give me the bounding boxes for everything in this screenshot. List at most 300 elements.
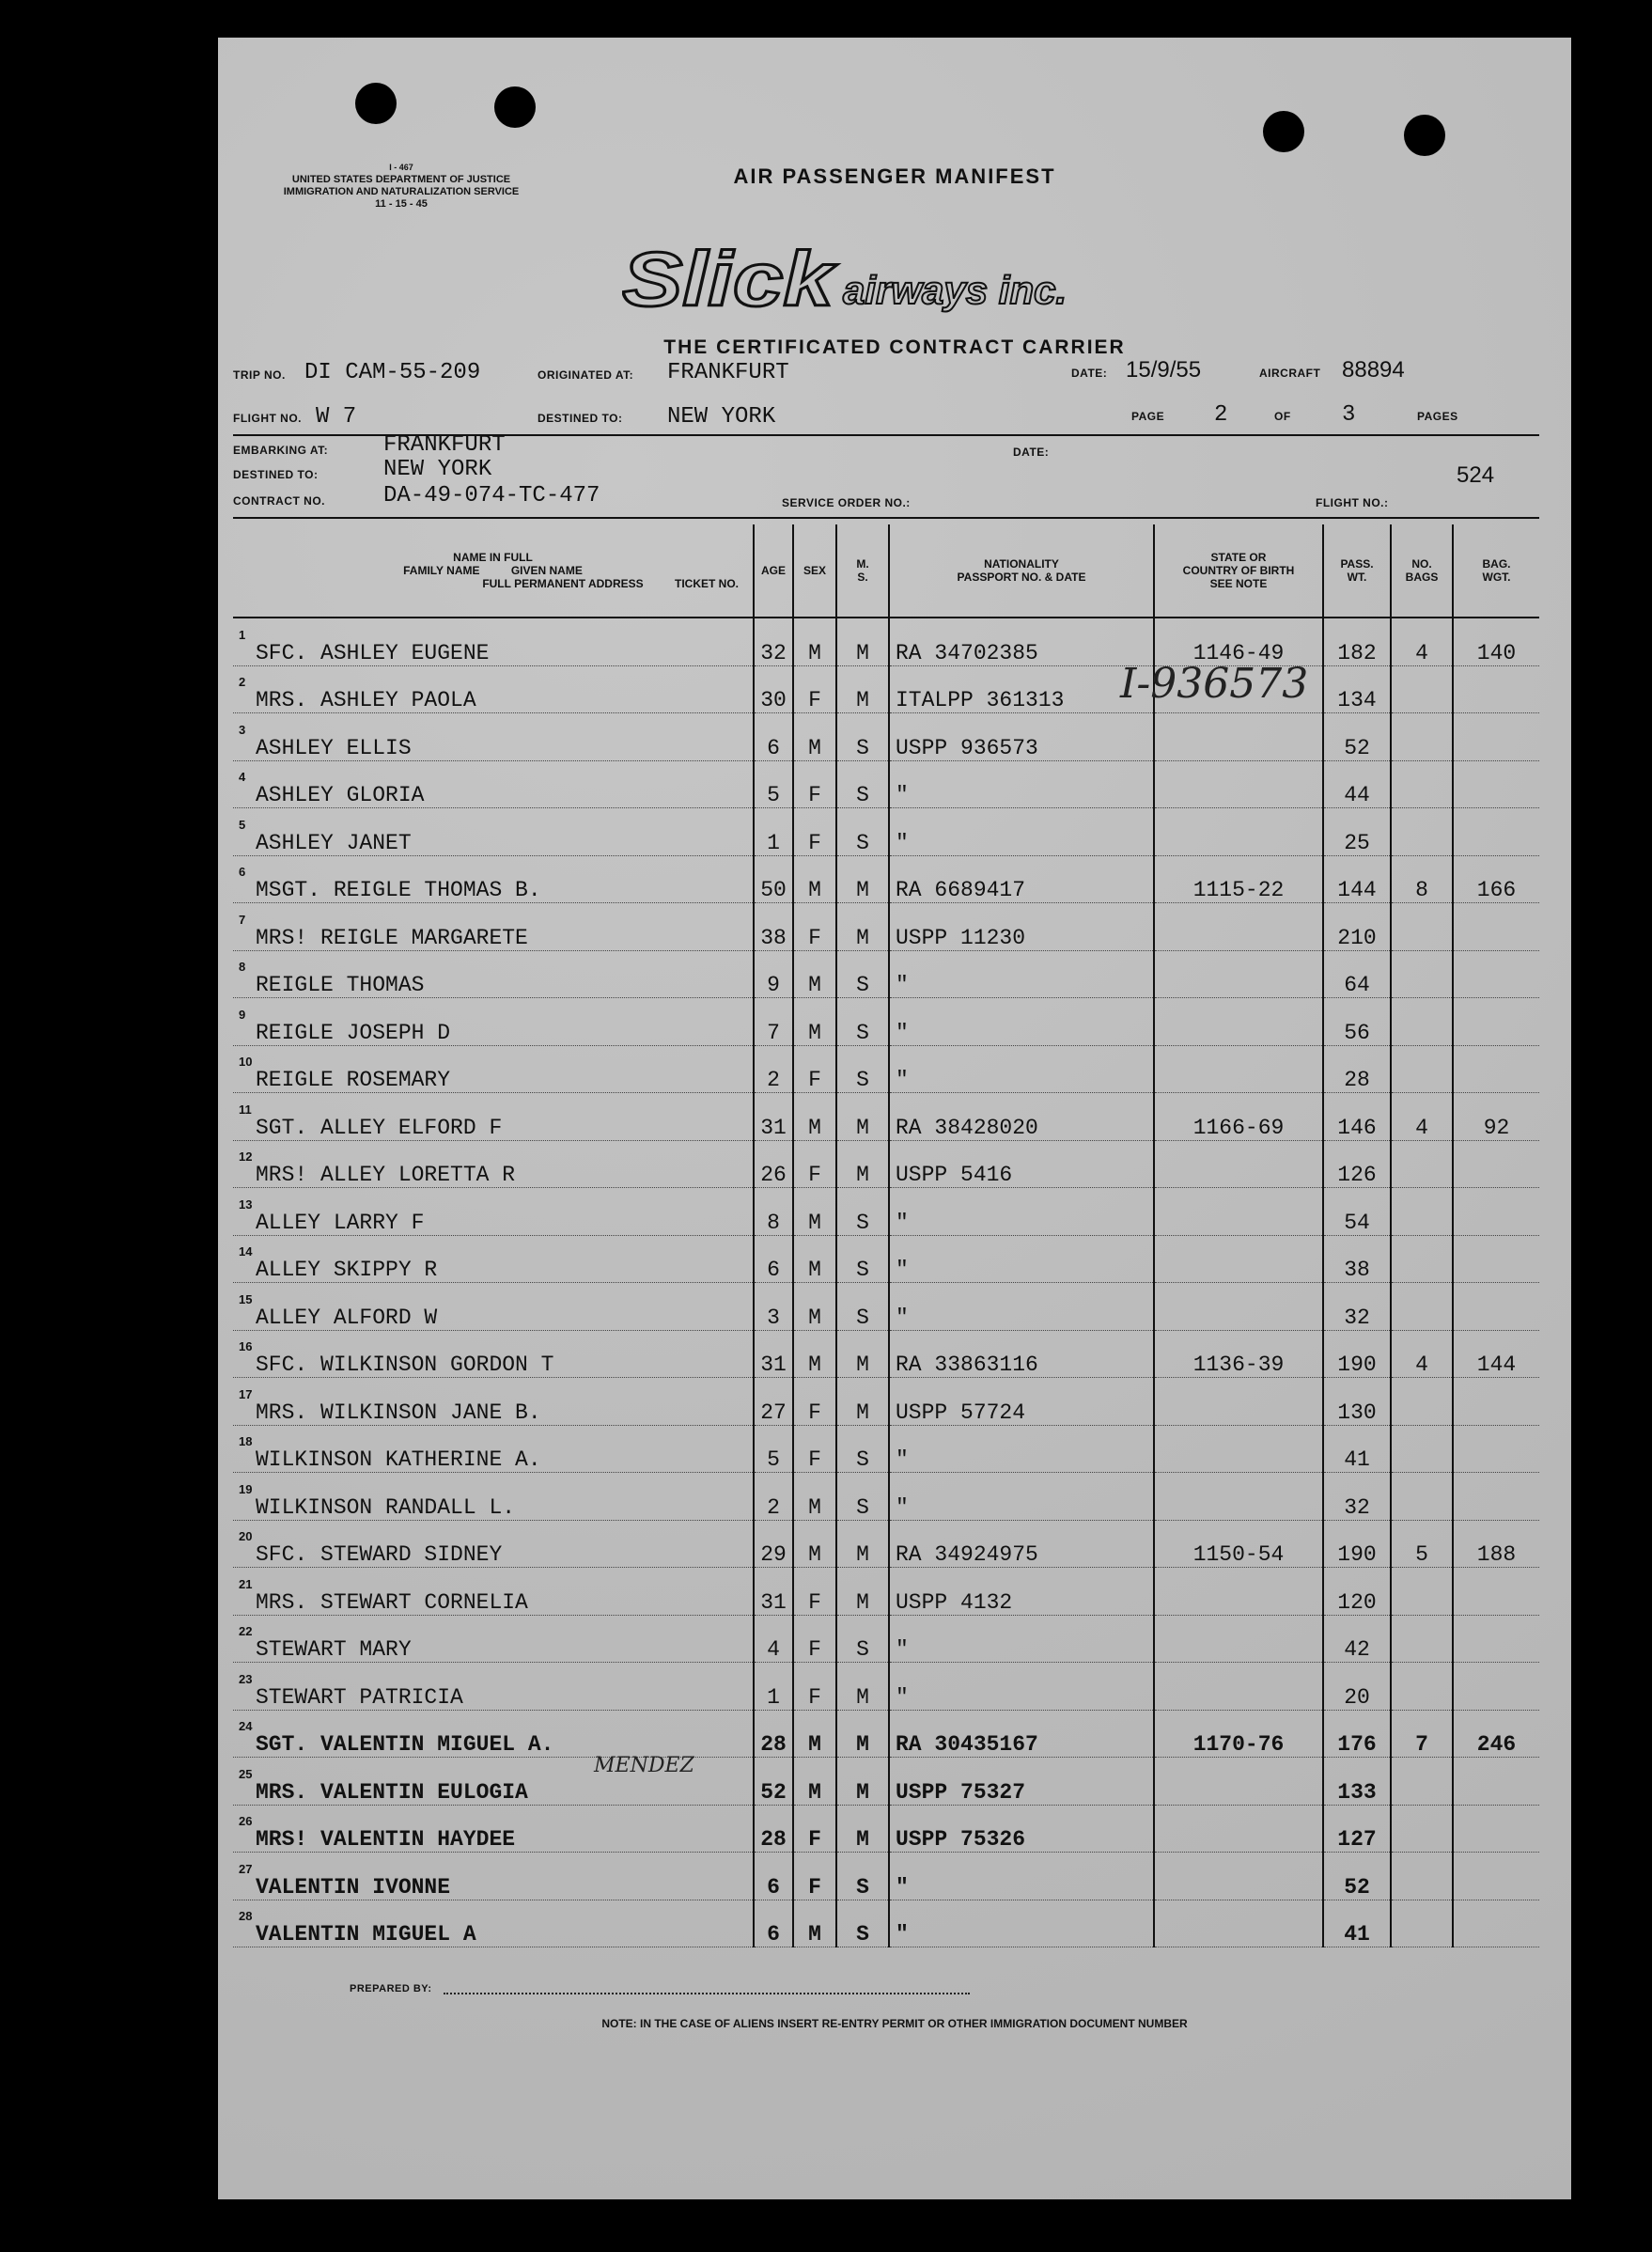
age-cell: 2: [754, 1045, 793, 1093]
row-number: 15: [239, 1291, 253, 1306]
passenger-name: [233, 665, 754, 713]
bags-cell: [1391, 950, 1453, 998]
pass-wt-cell: 120: [1323, 1568, 1391, 1616]
name-text: ASHLEY JANET: [256, 830, 412, 855]
birth-cell: [1154, 1235, 1323, 1283]
marital-status-cell: S: [836, 950, 889, 998]
birth-cell: [1154, 950, 1323, 998]
age-cell: 5: [754, 760, 793, 808]
passport-cell: ": [889, 1473, 1154, 1521]
carrier-logo-text: Slick: [622, 240, 839, 322]
bag-wt-cell: [1453, 950, 1539, 998]
row-number: 11: [239, 1102, 252, 1117]
bag-wt-cell: 188: [1453, 1520, 1539, 1568]
col-birth: STATE OR COUNTRY OF BIRTH SEE NOTE: [1154, 524, 1323, 618]
table-row: [233, 1900, 1539, 1947]
pass-wt-cell: 144: [1323, 855, 1391, 903]
bags-cell: [1391, 998, 1453, 1046]
name-text: ALLEY LARRY F: [256, 1210, 425, 1235]
birth-cell: [1154, 1045, 1323, 1093]
bag-wt-cell: [1453, 1900, 1539, 1947]
pass-wt-cell: 133: [1323, 1758, 1391, 1806]
name-text: SFC. ASHLEY EUGENE: [256, 640, 490, 665]
birth-cell: [1154, 1853, 1323, 1900]
passenger-name: [233, 1520, 754, 1568]
bag-wt-cell: 166: [1453, 855, 1539, 903]
birth-cell: [1154, 1615, 1323, 1663]
marital-status-cell: M: [836, 1330, 889, 1378]
destined2-label: DESTINED TO:: [233, 468, 319, 481]
table-row: [233, 998, 1539, 1046]
bags-cell: [1391, 1140, 1453, 1188]
marital-status-cell: M: [836, 903, 889, 951]
bags-cell: 4: [1391, 1093, 1453, 1141]
pass-wt-cell: 176: [1323, 1710, 1391, 1758]
bags-cell: [1391, 1425, 1453, 1473]
pass-wt-cell: 42: [1323, 1615, 1391, 1663]
originated-at: FRANKFURT: [667, 360, 789, 385]
table-row: [233, 665, 1539, 713]
passport-cell: RA 6689417: [889, 855, 1154, 903]
passenger-name: [233, 950, 754, 998]
col-bags: NO. BAGS: [1391, 524, 1453, 618]
age-cell: 32: [754, 618, 793, 665]
agency-line2: IMMIGRATION AND NATURALIZATION SERVICE: [283, 186, 520, 197]
marital-status-cell: M: [836, 1378, 889, 1426]
age-cell: 6: [754, 1853, 793, 1900]
row-number: 12: [239, 1149, 253, 1164]
header-divider-2: [233, 517, 1539, 519]
name-text: MRS. ASHLEY PAOLA: [256, 688, 476, 712]
passport-cell: RA 30435167: [889, 1710, 1154, 1758]
contract-no: DA-49-074-TC-477: [383, 483, 600, 508]
pass-wt-cell: 44: [1323, 760, 1391, 808]
sex-cell: M: [793, 1520, 836, 1568]
passport-cell: ": [889, 1283, 1154, 1331]
sex-cell: M: [793, 1758, 836, 1806]
table-row: [233, 1710, 1539, 1758]
passport-cell: RA 33863116: [889, 1330, 1154, 1378]
punch-hole: [494, 86, 536, 128]
prepared-by-label: PREPARED BY:: [350, 1983, 432, 1994]
birth-cell: [1154, 903, 1323, 951]
marital-status-cell: M: [836, 1805, 889, 1853]
birth-cell: 1146-49: [1154, 618, 1323, 665]
table-row: [233, 1045, 1539, 1093]
bag-wt-cell: [1453, 1378, 1539, 1426]
table-row: [233, 1805, 1539, 1853]
destined-to-2: NEW YORK: [383, 457, 492, 482]
sex-cell: M: [793, 1093, 836, 1141]
passport-cell: ITALPP 361313: [889, 665, 1154, 713]
date-label: DATE:: [1071, 367, 1108, 380]
passport-cell: RA 38428020: [889, 1093, 1154, 1141]
row-number: 27: [239, 1861, 253, 1876]
sex-cell: F: [793, 1805, 836, 1853]
birth-cell: [1154, 1283, 1323, 1331]
sex-cell: F: [793, 1140, 836, 1188]
age-cell: 4: [754, 1615, 793, 1663]
passenger-name: [233, 1045, 754, 1093]
table-row: [233, 808, 1539, 856]
bags-cell: [1391, 1568, 1453, 1616]
bags-cell: [1391, 1615, 1453, 1663]
passenger-name: [233, 1093, 754, 1141]
row-number: 14: [239, 1244, 253, 1259]
passenger-table: [233, 524, 1539, 1947]
passenger-name: [233, 1710, 754, 1758]
name-text: MRS. STEWART CORNELIA: [256, 1589, 528, 1615]
age-cell: 7: [754, 998, 793, 1046]
carrier-logo: [622, 240, 1148, 324]
marital-status-cell: M: [836, 1663, 889, 1711]
pass-wt-cell: 41: [1323, 1900, 1391, 1947]
passport-cell: ": [889, 1900, 1154, 1947]
table-row: [233, 1615, 1539, 1663]
bag-wt-cell: [1453, 760, 1539, 808]
name-text: ASHLEY GLORIA: [256, 783, 425, 807]
row-number: 8: [239, 960, 246, 974]
table-row: [233, 903, 1539, 951]
passport-cell: ": [889, 760, 1154, 808]
name-text: MRS! VALENTIN HAYDEE: [256, 1827, 516, 1852]
marital-status-cell: S: [836, 760, 889, 808]
bags-cell: 5: [1391, 1520, 1453, 1568]
pass-wt-cell: 126: [1323, 1140, 1391, 1188]
sex-cell: M: [793, 950, 836, 998]
table-row: [233, 1520, 1539, 1568]
bags-cell: 4: [1391, 618, 1453, 665]
destined-to: NEW YORK: [667, 404, 776, 430]
sex-cell: F: [793, 1378, 836, 1426]
name-text: STEWART PATRICIA: [256, 1684, 463, 1710]
birth-cell: [1154, 998, 1323, 1046]
birth-cell: 1166-69: [1154, 1093, 1323, 1141]
contract-label: CONTRACT NO.: [233, 494, 325, 508]
punch-hole: [1404, 115, 1445, 156]
name-text: WILKINSON RANDALL L.: [256, 1494, 516, 1520]
carrier-tagline: THE CERTIFICATED CONTRACT CARRIER: [663, 336, 1126, 358]
form-number: I - 467: [389, 163, 413, 172]
table-row: [233, 1663, 1539, 1711]
marital-status-cell: S: [836, 1615, 889, 1663]
bags-cell: 4: [1391, 1330, 1453, 1378]
bags-cell: [1391, 1283, 1453, 1331]
birth-cell: [1154, 808, 1323, 856]
row-number: 9: [239, 1007, 246, 1022]
col-bag-wt: BAG. WGT.: [1453, 524, 1539, 618]
marital-status-cell: M: [836, 1568, 889, 1616]
name-text: MRS! REIGLE MARGARETE: [256, 925, 528, 950]
bags-cell: [1391, 665, 1453, 713]
pass-wt-cell: 20: [1323, 1663, 1391, 1711]
of-label: OF: [1274, 410, 1291, 423]
passport-cell: ": [889, 1853, 1154, 1900]
passport-cell: ": [889, 998, 1154, 1046]
marital-status-cell: M: [836, 665, 889, 713]
marital-status-cell: S: [836, 808, 889, 856]
table-row: [233, 1188, 1539, 1236]
sex-cell: F: [793, 760, 836, 808]
table-row: [233, 1283, 1539, 1331]
bag-wt-cell: [1453, 1045, 1539, 1093]
pass-wt-cell: 52: [1323, 1853, 1391, 1900]
bag-wt-cell: [1453, 1758, 1539, 1806]
pass-wt-cell: 52: [1323, 713, 1391, 761]
page-label: PAGE: [1131, 410, 1165, 423]
marital-status-cell: S: [836, 1283, 889, 1331]
page-number: 2: [1214, 402, 1228, 428]
row-number: 21: [239, 1576, 253, 1591]
age-cell: 9: [754, 950, 793, 998]
bags-cell: [1391, 1045, 1453, 1093]
service-order-label: SERVICE ORDER NO.:: [782, 496, 911, 509]
table-row: [233, 760, 1539, 808]
bag-wt-cell: [1453, 1853, 1539, 1900]
age-cell: 50: [754, 855, 793, 903]
row-number: 6: [239, 865, 246, 879]
birth-cell: [1154, 1473, 1323, 1521]
bags-cell: [1391, 713, 1453, 761]
passport-cell: USPP 936573: [889, 713, 1154, 761]
flight-no-label: FLIGHT NO.: [233, 412, 302, 425]
row-number: 7: [239, 912, 246, 927]
birth-cell: [1154, 1140, 1323, 1188]
name-text: SFC. WILKINSON GORDON T: [256, 1353, 554, 1377]
birth-cell: [1154, 1805, 1323, 1853]
passport-cell: USPP 75326: [889, 1805, 1154, 1853]
name-text: SGT. VALENTIN MIGUEL A.: [256, 1732, 554, 1757]
row-number: 16: [239, 1339, 253, 1353]
age-cell: 28: [754, 1805, 793, 1853]
row-number: 23: [239, 1671, 253, 1686]
sex-cell: F: [793, 1568, 836, 1616]
col-name: NAME IN FULL FAMILY NAME GIVEN NAME FULL PERMANENT ADDRESS TICKET NO.: [233, 524, 754, 618]
bags-cell: 7: [1391, 1710, 1453, 1758]
flight-no: W 7: [316, 404, 357, 430]
birth-cell: [1154, 1425, 1323, 1473]
passenger-name: [233, 855, 754, 903]
passport-cell: ": [889, 1235, 1154, 1283]
row-number: 24: [239, 1719, 253, 1733]
pass-wt-cell: 64: [1323, 950, 1391, 998]
sex-cell: F: [793, 1615, 836, 1663]
pass-wt-cell: 54: [1323, 1188, 1391, 1236]
birth-cell: [1154, 1378, 1323, 1426]
sex-cell: M: [793, 1283, 836, 1331]
embarking-at: FRANKFURT: [383, 432, 506, 458]
bags-cell: [1391, 1663, 1453, 1711]
name-text: ASHLEY ELLIS: [256, 735, 412, 760]
marital-status-cell: S: [836, 1425, 889, 1473]
page-total: 3: [1342, 402, 1356, 428]
age-cell: 29: [754, 1520, 793, 1568]
pass-wt-cell: 28: [1323, 1045, 1391, 1093]
passenger-name: [233, 998, 754, 1046]
name-text: ALLEY SKIPPY R: [256, 1258, 438, 1282]
bag-wt-cell: [1453, 713, 1539, 761]
col-pass-wt: PASS. WT.: [1323, 524, 1391, 618]
col-sex: SEX: [793, 524, 836, 618]
name-text: MRS. VALENTIN EULOGIA: [256, 1779, 528, 1805]
destined-label: DESTINED TO:: [538, 412, 623, 425]
pass-wt-cell: 190: [1323, 1520, 1391, 1568]
age-cell: 52: [754, 1758, 793, 1806]
row-number: 4: [239, 770, 246, 784]
sex-cell: M: [793, 1710, 836, 1758]
sex-cell: M: [793, 1235, 836, 1283]
age-cell: 31: [754, 1568, 793, 1616]
table-row: [233, 1330, 1539, 1378]
marital-status-cell: M: [836, 1758, 889, 1806]
bag-wt-cell: 246: [1453, 1710, 1539, 1758]
table-header-row: [233, 524, 1539, 618]
bag-wt-cell: [1453, 903, 1539, 951]
pass-wt-cell: 38: [1323, 1235, 1391, 1283]
passenger-name: [233, 1140, 754, 1188]
form-date: 11 - 15 - 45: [375, 198, 428, 210]
name-text: REIGLE ROSEMARY: [256, 1068, 451, 1092]
sex-cell: F: [793, 1425, 836, 1473]
row-number: 22: [239, 1624, 253, 1638]
passport-cell: USPP 75327: [889, 1758, 1154, 1806]
bag-wt-cell: [1453, 998, 1539, 1046]
age-cell: 28: [754, 1710, 793, 1758]
pass-wt-cell: 210: [1323, 903, 1391, 951]
age-cell: 6: [754, 713, 793, 761]
passenger-name: [233, 1900, 754, 1947]
bag-wt-cell: [1453, 1283, 1539, 1331]
pass-wt-cell: 130: [1323, 1378, 1391, 1426]
passport-cell: ": [889, 808, 1154, 856]
name-text: ALLEY ALFORD W: [256, 1305, 438, 1330]
marital-status-cell: S: [836, 1853, 889, 1900]
bags-cell: [1391, 1235, 1453, 1283]
birth-cell: 1170-76: [1154, 1710, 1323, 1758]
age-cell: 2: [754, 1473, 793, 1521]
passenger-name: [233, 1188, 754, 1236]
table-row: [233, 1378, 1539, 1426]
punch-hole: [1263, 111, 1304, 152]
bag-wt-cell: 144: [1453, 1330, 1539, 1378]
name-text: REIGLE JOSEPH D: [256, 1020, 451, 1045]
sex-cell: F: [793, 903, 836, 951]
pass-wt-cell: 56: [1323, 998, 1391, 1046]
age-cell: 1: [754, 808, 793, 856]
bag-wt-cell: [1453, 1235, 1539, 1283]
pass-wt-cell: 127: [1323, 1805, 1391, 1853]
pass-wt-cell: 32: [1323, 1283, 1391, 1331]
bag-wt-cell: [1453, 665, 1539, 713]
passenger-name: [233, 903, 754, 951]
pass-wt-cell: 182: [1323, 618, 1391, 665]
bag-wt-cell: [1453, 1473, 1539, 1521]
pass-wt-cell: 32: [1323, 1473, 1391, 1521]
bag-wt-cell: [1453, 1568, 1539, 1616]
row-number: 13: [239, 1196, 253, 1212]
name-text: SFC. STEWARD SIDNEY: [256, 1542, 503, 1567]
passenger-name: [233, 808, 754, 856]
embarking-label: EMBARKING AT:: [233, 444, 329, 457]
originated-label: ORIGINATED AT:: [538, 368, 634, 382]
birth-cell: 1136-39: [1154, 1330, 1323, 1378]
punch-hole: [355, 83, 397, 124]
aircraft-label: AIRCRAFT: [1259, 367, 1321, 380]
name-text: MRS! ALLEY LORETTA R: [256, 1163, 516, 1187]
marital-status-cell: S: [836, 1188, 889, 1236]
table-row: [233, 618, 1539, 665]
marital-status-cell: M: [836, 1093, 889, 1141]
bag-wt-cell: [1453, 1805, 1539, 1853]
row-number: 17: [239, 1386, 253, 1401]
table-row: [233, 1853, 1539, 1900]
table-row: [233, 950, 1539, 998]
row-number: 18: [239, 1434, 253, 1448]
sex-cell: M: [793, 713, 836, 761]
flight-no-2: 524: [1457, 462, 1495, 488]
marital-status-cell: M: [836, 618, 889, 665]
marital-status-cell: M: [836, 1710, 889, 1758]
passenger-name: [233, 1663, 754, 1711]
passport-cell: USPP 5416: [889, 1140, 1154, 1188]
pass-wt-cell: 41: [1323, 1425, 1391, 1473]
row-number: 26: [239, 1814, 253, 1828]
pass-wt-cell: 134: [1323, 665, 1391, 713]
name-text: WILKINSON KATHERINE A.: [256, 1447, 541, 1472]
age-cell: 5: [754, 1425, 793, 1473]
row-number: 2: [239, 675, 246, 689]
passenger-name: [233, 1615, 754, 1663]
sex-cell: F: [793, 1853, 836, 1900]
handwritten-passport-note: I-936573: [1120, 660, 1309, 708]
birth-cell: 1150-54: [1154, 1520, 1323, 1568]
table-row: [233, 1140, 1539, 1188]
row-number: 19: [239, 1481, 253, 1496]
age-cell: 31: [754, 1330, 793, 1378]
passenger-name: [233, 1425, 754, 1473]
trip-no-label: TRIP NO.: [233, 368, 286, 382]
col-age: AGE: [754, 524, 793, 618]
date: 15/9/55: [1126, 357, 1202, 383]
bags-cell: [1391, 1805, 1453, 1853]
table-row: [233, 1758, 1539, 1806]
row-number: 3: [239, 722, 246, 737]
row-number: 28: [239, 1909, 253, 1923]
bags-cell: [1391, 760, 1453, 808]
carrier-suffix: airways inc.: [843, 268, 1068, 312]
passport-cell: RA 34702385: [889, 618, 1154, 665]
agency-line1: UNITED STATES DEPARTMENT OF JUSTICE: [291, 174, 511, 185]
marital-status-cell: S: [836, 1473, 889, 1521]
marital-status-cell: M: [836, 1520, 889, 1568]
sex-cell: M: [793, 1473, 836, 1521]
name-text: SGT. ALLEY ELFORD F: [256, 1115, 503, 1140]
marital-status-cell: M: [836, 855, 889, 903]
name-text: STEWART MARY: [256, 1637, 412, 1662]
sex-cell: F: [793, 1045, 836, 1093]
footer-note: NOTE: IN THE CASE OF ALIENS INSERT RE-ENTRY PERMIT OR OTHER IMMIGRATION DOCUMENT NUMBER: [601, 2017, 1188, 2030]
aircraft: 88894: [1342, 357, 1405, 383]
bags-cell: [1391, 903, 1453, 951]
age-cell: 1: [754, 1663, 793, 1711]
passenger-name: [233, 1283, 754, 1331]
sex-cell: M: [793, 1330, 836, 1378]
date2-label: DATE:: [1013, 446, 1050, 459]
age-cell: 6: [754, 1235, 793, 1283]
row-number: 20: [239, 1529, 253, 1543]
age-cell: 3: [754, 1283, 793, 1331]
name-text: MRS. WILKINSON JANE B.: [256, 1400, 541, 1425]
